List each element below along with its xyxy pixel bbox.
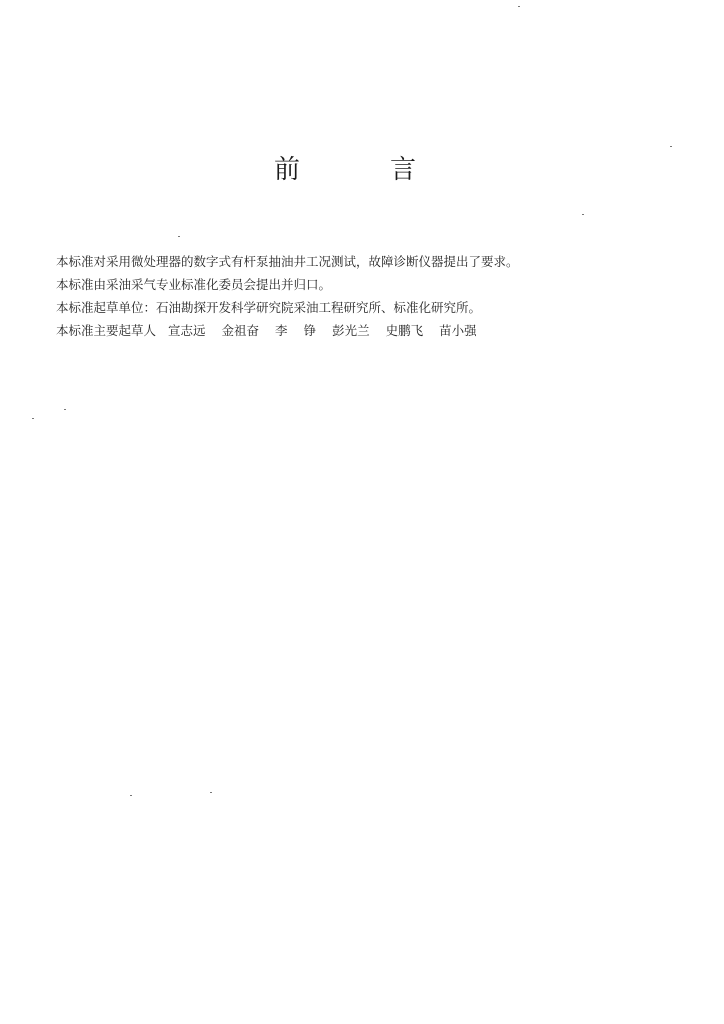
title-char-2: 言 (390, 155, 417, 185)
drafter-name: 宣志远 (168, 323, 206, 338)
page-title (0, 152, 724, 192)
scan-speck (32, 418, 34, 419)
scan-speck (210, 792, 212, 793)
drafter-name: 李 (275, 323, 288, 338)
scan-speck (670, 146, 672, 147)
scan-speck (518, 6, 520, 7)
paragraph-proposer: 本标准由采油采气专业标准化委员会提出并归口。 (56, 277, 332, 292)
drafter-name: 苗小强 (439, 323, 477, 338)
foreword-body (56, 250, 676, 342)
drafter-name: 史鹏飞 (385, 323, 424, 338)
scan-speck (64, 409, 66, 410)
paragraph-drafting-units: 本标准起草单位：石油勘探开发科学研究院采油工程研究所、标准化研究所。 (56, 300, 482, 315)
scan-speck (582, 214, 584, 215)
drafters-line (56, 319, 676, 342)
title-char-1: 前 (274, 155, 301, 185)
paragraph-scope: 本标准对采用微处理器的数字式有杆泵抽油井工况测试，故障诊断仪器提出了要求。 (56, 254, 519, 269)
scan-speck (178, 236, 180, 237)
drafters-label: 本标准主要起草人 (56, 323, 157, 338)
drafter-name: 铮 (303, 323, 317, 338)
drafter-name: 金祖奋 (221, 323, 260, 338)
scan-speck (130, 795, 132, 796)
drafter-name: 彭光兰 (332, 323, 370, 338)
